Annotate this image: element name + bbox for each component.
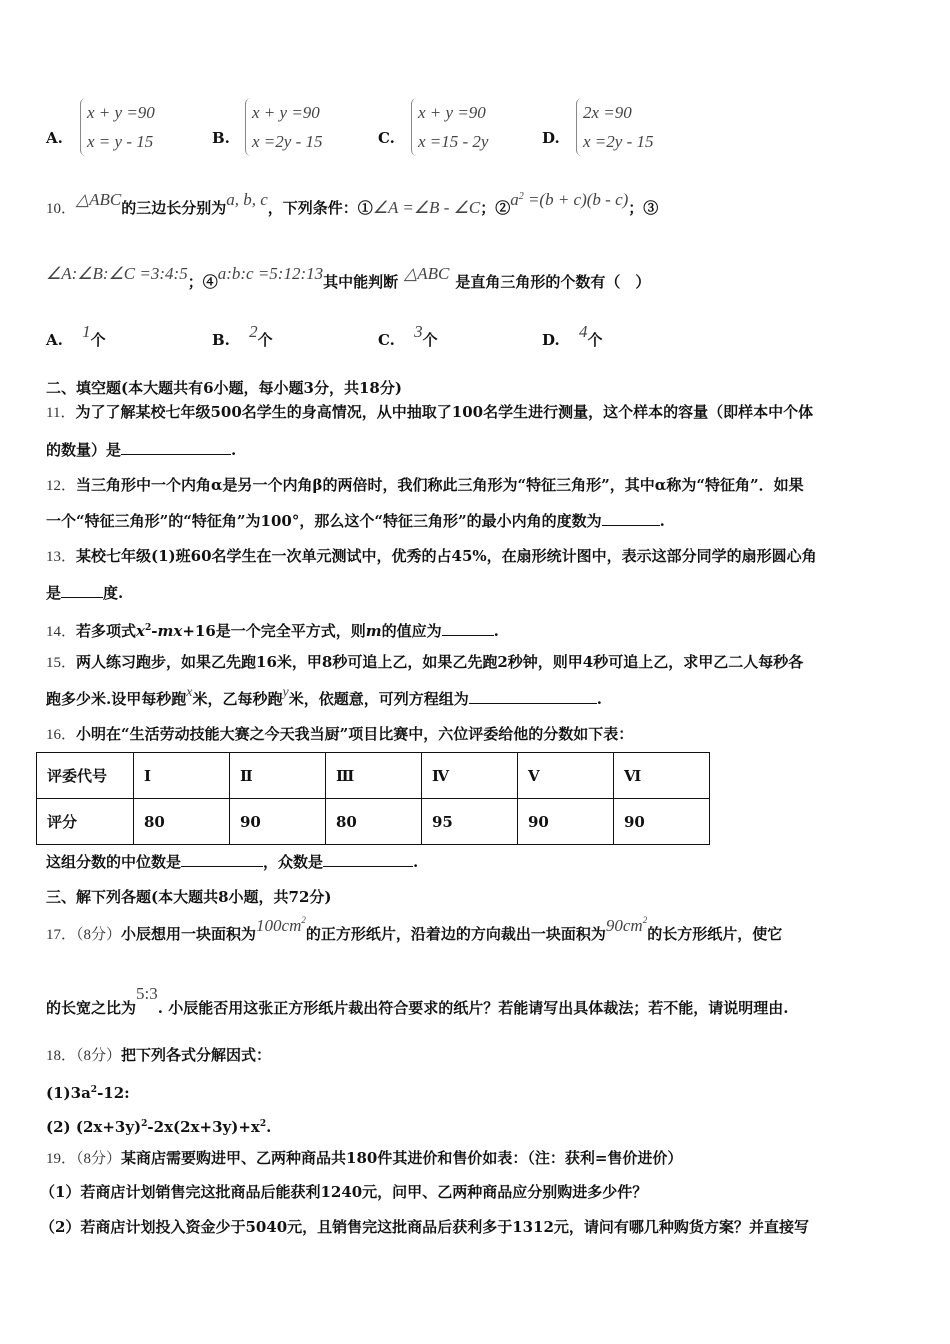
- equation-system: [411, 98, 488, 156]
- option-label: B.: [212, 331, 230, 349]
- equation: x + y =90: [252, 103, 320, 122]
- text: 跑多少米.设甲每秒跑: [46, 690, 187, 708]
- table-cell: Ⅰ: [134, 753, 230, 799]
- q10-line2: [46, 264, 651, 292]
- text: ；④: [187, 273, 218, 291]
- text: +16是一个完全平方式，则: [182, 622, 366, 640]
- math: m: [365, 622, 382, 640]
- text: 小辰想用一块面积为: [121, 925, 257, 943]
- points: （8分）: [76, 1151, 122, 1167]
- text: ，众数是: [263, 853, 324, 871]
- points: （8分）: [76, 1048, 122, 1064]
- option-label: C.: [378, 331, 395, 349]
- math: △ABC: [76, 190, 122, 209]
- q14: [46, 618, 499, 642]
- math: a, b, c: [226, 190, 268, 209]
- q15-line2: [46, 685, 602, 711]
- math: =(b + c)(b - c): [523, 190, 629, 209]
- math: 90cm: [605, 916, 643, 935]
- math: △ABC: [404, 264, 450, 283]
- q17-line1: [46, 915, 783, 946]
- q11-line2: [46, 440, 236, 460]
- text: 当三角形中一个内角α是另一个内角β的两倍时，我们称此三角形为“特征三角形”，其中α称为“特征角”．如果: [76, 476, 804, 494]
- option-value: 3: [414, 322, 423, 341]
- q10-option-b: [212, 322, 273, 350]
- q19-part2: （2）若商店计划投入资金少于5040元，且销售完这批商品后获利多于1312元，请问有哪几种购货方案？并直接写: [40, 1218, 809, 1236]
- option-label: C.: [378, 129, 395, 147]
- equation: 2x =90: [583, 103, 632, 122]
- q16-line1: [46, 724, 633, 745]
- text: .: [413, 853, 419, 871]
- table-cell: 评分: [37, 799, 134, 845]
- text: 小明在“生活劳动技能大赛之今天我当厨”项目比赛中，六位评委给他的分数如下表：: [76, 725, 634, 743]
- text: (1)3a: [46, 1084, 91, 1102]
- text: 的正方形纸片，沿着边的方向裁出一块面积为: [305, 925, 606, 943]
- answer-blank[interactable]: [121, 440, 231, 455]
- question-number: 12．: [46, 478, 77, 494]
- table-cell: 80: [134, 799, 230, 845]
- math: x: [136, 622, 145, 640]
- table-cell: Ⅱ: [230, 753, 326, 799]
- option-label: A.: [46, 129, 63, 147]
- option-value: 1: [82, 322, 91, 341]
- math: mx: [157, 622, 183, 640]
- option-value: 2: [249, 322, 258, 341]
- q18-line1: [46, 1045, 271, 1066]
- answer-blank[interactable]: [61, 583, 103, 598]
- option-value: 4: [578, 322, 588, 341]
- text: .: [266, 1118, 272, 1136]
- table-row: [37, 753, 710, 799]
- q16-after: [46, 852, 418, 872]
- score-table: [36, 752, 710, 845]
- math: 2: [642, 915, 648, 925]
- text: 若多项式: [76, 622, 137, 640]
- equation-system: [80, 98, 155, 156]
- q19-part1: （1）若商店计划销售完这批商品后能获利1240元，问甲、乙两种商品应分别购进多少件？: [40, 1183, 648, 1201]
- option-label: D.: [542, 129, 560, 147]
- text: 某校七年级(1)班60名学生在一次单元测试中，优秀的占45%，在扇形统计图中，表示这部分同学的扇形圆心角: [76, 547, 817, 565]
- text: 2: [141, 1119, 148, 1129]
- q10-line1: [46, 190, 659, 221]
- table-row: [37, 799, 710, 845]
- text: -12:: [97, 1084, 130, 1102]
- text: 的值应为: [381, 622, 442, 640]
- text: 为了了解某校七年级500名学生的身高情况，从中抽取了100名学生进行测量，这个样本的容量（即样本中个体: [75, 403, 814, 421]
- text: .: [493, 622, 499, 640]
- q13-line1: [46, 546, 817, 567]
- section-3-heading: 三、解下列各题(本大题共8小题，共72分): [46, 888, 332, 906]
- question-number: 15．: [46, 655, 77, 671]
- math: 100cm: [256, 916, 302, 935]
- q10-option-a: [46, 322, 106, 350]
- table-cell: 90: [518, 799, 614, 845]
- equation: x =2y - 15: [583, 132, 654, 151]
- math: x: [186, 685, 193, 700]
- question-number: 13．: [46, 549, 77, 565]
- text: 两人练习跑步，如果乙先跑16米，甲8秒可追上乙，如果乙先跑2秒钟，则甲4秒可追上乙，求甲乙二人每秒各: [76, 653, 804, 671]
- unit: 个: [587, 331, 603, 349]
- text: .: [231, 441, 237, 459]
- math: ∠A =∠B - ∠C: [372, 198, 481, 217]
- text: 的数量）是: [46, 441, 122, 459]
- text: .: [596, 690, 602, 708]
- text: 度.: [103, 584, 124, 602]
- q18-part1: [46, 1080, 130, 1103]
- table-cell: 评委代号: [37, 753, 134, 799]
- table-cell: 90: [230, 799, 326, 845]
- table-cell: Ⅴ: [518, 753, 614, 799]
- q13-line2: [46, 583, 123, 603]
- table-cell: 80: [326, 799, 422, 845]
- text: 是直角三角形的个数有（ ）: [455, 273, 651, 291]
- math: ∠A:∠B:∠C =3:4:5: [46, 264, 188, 283]
- equation: x + y =90: [87, 103, 155, 122]
- option-label: B.: [212, 129, 230, 147]
- table-cell: Ⅳ: [422, 753, 518, 799]
- answer-blank[interactable]: [442, 621, 494, 636]
- question-number: 17．: [46, 927, 77, 943]
- text: . 小辰能否用这张正方形纸片裁出符合要求的纸片？若能请写出具体裁法；若不能，请说明理由.: [157, 999, 789, 1017]
- equation-system: [576, 98, 653, 156]
- text: ；②: [480, 199, 511, 217]
- table-cell: Ⅵ: [614, 753, 710, 799]
- text: 把下列各式分解因式：: [121, 1046, 272, 1064]
- text: ；③: [628, 199, 659, 217]
- text: 米，乙每秒跑: [192, 690, 283, 708]
- q10-option-c: [378, 322, 438, 350]
- unit: 个: [257, 331, 273, 349]
- answer-blank[interactable]: [323, 852, 413, 867]
- math: 2: [301, 915, 306, 925]
- math: 2: [518, 191, 524, 202]
- equation: x =2y - 15: [252, 132, 323, 151]
- text: 米，依题意，可列方程组为: [288, 690, 469, 708]
- text: .: [659, 512, 665, 530]
- text: 某商店需要购进甲、乙两种商品共180件其进价和售价如表：（注：获利=售价进价）: [121, 1149, 683, 1167]
- table-cell: 95: [422, 799, 518, 845]
- equation: x + y =90: [418, 103, 486, 122]
- text: 2: [90, 1085, 98, 1095]
- table-cell: 90: [614, 799, 710, 845]
- q11-line1: [46, 402, 813, 423]
- text: ，下列条件：①: [267, 199, 373, 217]
- text: 的长方形纸片，使它: [647, 925, 783, 943]
- question-number: 14．: [46, 624, 77, 640]
- equation: x = y - 15: [87, 132, 154, 151]
- equation-system: [245, 98, 322, 156]
- answer-blank[interactable]: [181, 852, 263, 867]
- math: y: [282, 685, 289, 700]
- math: a:b:c =5:12:13: [217, 264, 324, 283]
- question-number: 18．: [46, 1048, 77, 1064]
- question-number: 10．: [46, 201, 77, 217]
- question-number: 19．: [46, 1151, 77, 1167]
- q17-line2: [46, 984, 789, 1018]
- answer-blank[interactable]: [469, 689, 597, 704]
- math: 5:3: [136, 984, 158, 1003]
- points: （8分）: [76, 927, 122, 943]
- q19-line1: [46, 1148, 682, 1169]
- unit: 个: [90, 331, 106, 349]
- section-2-heading: 二、填空题(本大题共有6小题，每小题3分，共18分): [46, 379, 402, 397]
- unit: 个: [422, 331, 438, 349]
- text: 其中能判断: [323, 273, 399, 291]
- text: 一个“特征三角形”的“特征角”为100°，那么这个“特征三角形”的最小内角的度数为: [46, 512, 602, 530]
- text: (2) (2x+3y): [46, 1118, 142, 1136]
- text: 2: [259, 1119, 267, 1129]
- answer-blank[interactable]: [602, 511, 660, 526]
- text: 的三边长分别为: [121, 199, 227, 217]
- question-number: 11．: [46, 405, 76, 421]
- table-cell: Ⅲ: [326, 753, 422, 799]
- q18-part2: [46, 1114, 271, 1137]
- text: 这组分数的中位数是: [46, 853, 182, 871]
- math: 2: [144, 623, 152, 633]
- q10-option-d: [542, 322, 603, 350]
- option-label: D.: [542, 331, 560, 349]
- q15-line1: [46, 652, 803, 673]
- text: 的长宽之比为: [46, 999, 137, 1017]
- equation: x =15 - 2y: [418, 132, 489, 151]
- text: -2x(2x+3y)+x: [147, 1118, 260, 1136]
- text: 是: [46, 584, 62, 602]
- option-label: A.: [46, 331, 63, 349]
- question-number: 16．: [46, 727, 77, 743]
- math: a: [510, 190, 519, 209]
- q12-line2: [46, 511, 665, 531]
- q12-line1: [46, 475, 804, 496]
- text: -: [151, 622, 158, 640]
